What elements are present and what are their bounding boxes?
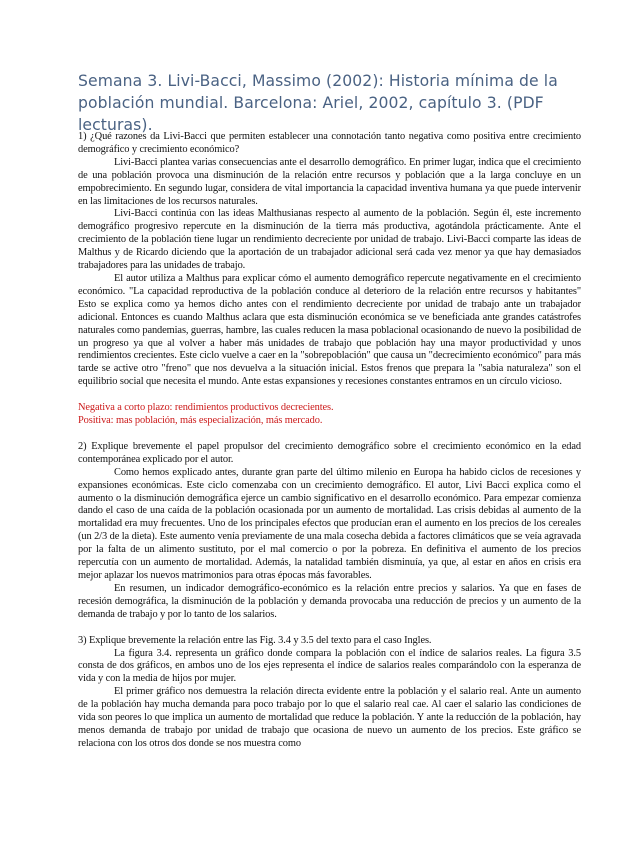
spacer	[78, 389, 581, 402]
q1-paragraph-2: Livi-Bacci continúa con las ideas Malthusianas respecto al aumento de la población. Según él, este incremento demográfico progresivo repercute en la disminución de la tierra más productiva, agotándola prácticamente. Ante el crecimiento de la población tiene lugar un rendimiento decreciente por unidad de trabajo. Livi-Bacci comparte las ideas de Malthus y de Ricardo diciendo que la aportación de un trabajador adicional será cada vez menor ya que hay demasiados trabajadores para las unidades de trabajo.	[78, 208, 581, 272]
q3-paragraph-2: El primer gráfico nos demuestra la relación directa evidente entre la población y el salario real. Ante un aumento de la población hay mucha demanda para poco trabajo por lo que el salario real cae. Al caer el salario las condiciones de vida son peores lo que implica un aumento de mortalidad que reduce la población. Y ante la reducción de la población, hay menos demanda de trabajo por unidad de trabajo que ocasiona de nuevo un aumento de los precios. Este gráfico se relaciona con los otros dos donde se nos muestra como	[78, 686, 581, 749]
spacer	[78, 428, 581, 441]
q2-paragraph-1: Como hemos explicado antes, durante gran parte del último milenio en Europa ha habido ciclos de recesiones y expansiones económicas. Este ciclo comenzaba con un crecimiento demográfico. El autor, Livi Bacci explica como el aumento o la disminución demográfica ejerce un cambio significativo en el desarrollo económico. Para empezar comienza dando el caso de una caída de la población ocasionada por un aumento de mortalidad. Las crisis debidas al aumento de la mortalidad era muy frecuentes. Uno de los principales efectos que producían eran el aumento en los precios de los cereales (un 2/3 de la dieta). Este aumento venía previamente de una mala cosecha debida a factores climáticos que se veía agravada por la falta de un alimento sustituto, por el mal comercio o por la pobreza. En definitiva el aumento de los precios repercutía con un aumento de mortalidad. Además, la natalidad también disminuía, ya que, al estar en años en crisis era mejor aplazar los nuevos matrimonios para otras épocas más favorables.	[78, 466, 581, 581]
q1-paragraph-3: El autor utiliza a Malthus para explicar cómo el aumento demográfico repercute negativamente en el crecimiento económico. "La capacidad reproductiva de la población conduce al deterioro de la relación entre recursos y habitantes" Esto se explica como ya hemos dicho antes con el rendimiento decreciente por unidad de trabajo ante un trabajador adicional. Entonces es cuando Malthus aclara que esta disminución económica se ve beneficiada ante grandes catástrofes naturales como pandemias, guerras, hambre, las cuales reducen la masa poblacional ocasionando de nuevo la posibilidad de un progreso ya que al volver a haber más unidades de trabajo que población hay una mayor productividad y unos rendimientos crecientes. Este ciclo vuelve a caer en la "sobrepoblación" que causa un "decrecimiento económico" para más tarde se active otro "freno" que nos devuelva a la situación inicial. Estos frenos que prepara la "sabia naturaleza" son el equilibrio social que necesita el mundo. Ante estas expansiones y recesiones constantes entramos en un círculo vicioso.	[78, 272, 581, 388]
question-2: 2) Explique brevemente el papel propulsor del crecimiento demográfico sobre el crecimiento económico en la edad contemporánea explicado por el autor.	[78, 440, 581, 465]
q1-positive-note: Positiva: mas población, más especialización, más mercado.	[78, 415, 323, 427]
spacer	[78, 622, 581, 635]
q3-paragraph-1: La figura 3.4. representa un gráfico donde compara la población con el índice de salarios reales. La figura 3.5 consta de dos gráficos, en ambos uno de los ejes representa el índice de salarios reales comparándolo con la esperanza de vida y con la media de hijos por mujer.	[78, 647, 581, 685]
document-title: Semana 3. Livi-Bacci, Massimo (2002): Historia mínima de la población mundial. Barcelona: Ariel, 2002, capítulo 3. (PDF lecturas).	[78, 72, 558, 134]
q1-paragraph-1: Livi-Bacci plantea varias consecuencias ante el desarrollo demográfico. En primer lugar, indica que el crecimiento de una población provoca una disminución de la relación entre recursos y población que a la larga concluye en un empobrecimiento. En segundo lugar, considera de vital importancia la capacidad inventiva humana ya que puede intervenir en las limitaciones de los recursos naturales.	[78, 156, 581, 207]
question-1: 1) ¿Qué razones da Livi-Bacci que permiten establecer una connotación tanto negativa como positiva entre crecimiento demográfico y crecimiento económico?	[78, 131, 581, 155]
q1-negative-note: Negativa a corto plazo: rendimientos productivos decrecientes.	[78, 402, 334, 414]
question-3: 3) Explique brevemente la relación entre las Fig. 3.4 y 3.5 del texto para el caso Ingles.	[78, 634, 432, 646]
q2-paragraph-2: En resumen, un indicador demográfico-económico es la relación entre precios y salarios. Ya que en fases de recesión demográfica, la disminución de la población y demanda provocaba una reducción de precios y un aumento de la demanda de trabajo y por lo tanto de los salarios.	[78, 582, 581, 620]
document-body	[78, 131, 581, 751]
